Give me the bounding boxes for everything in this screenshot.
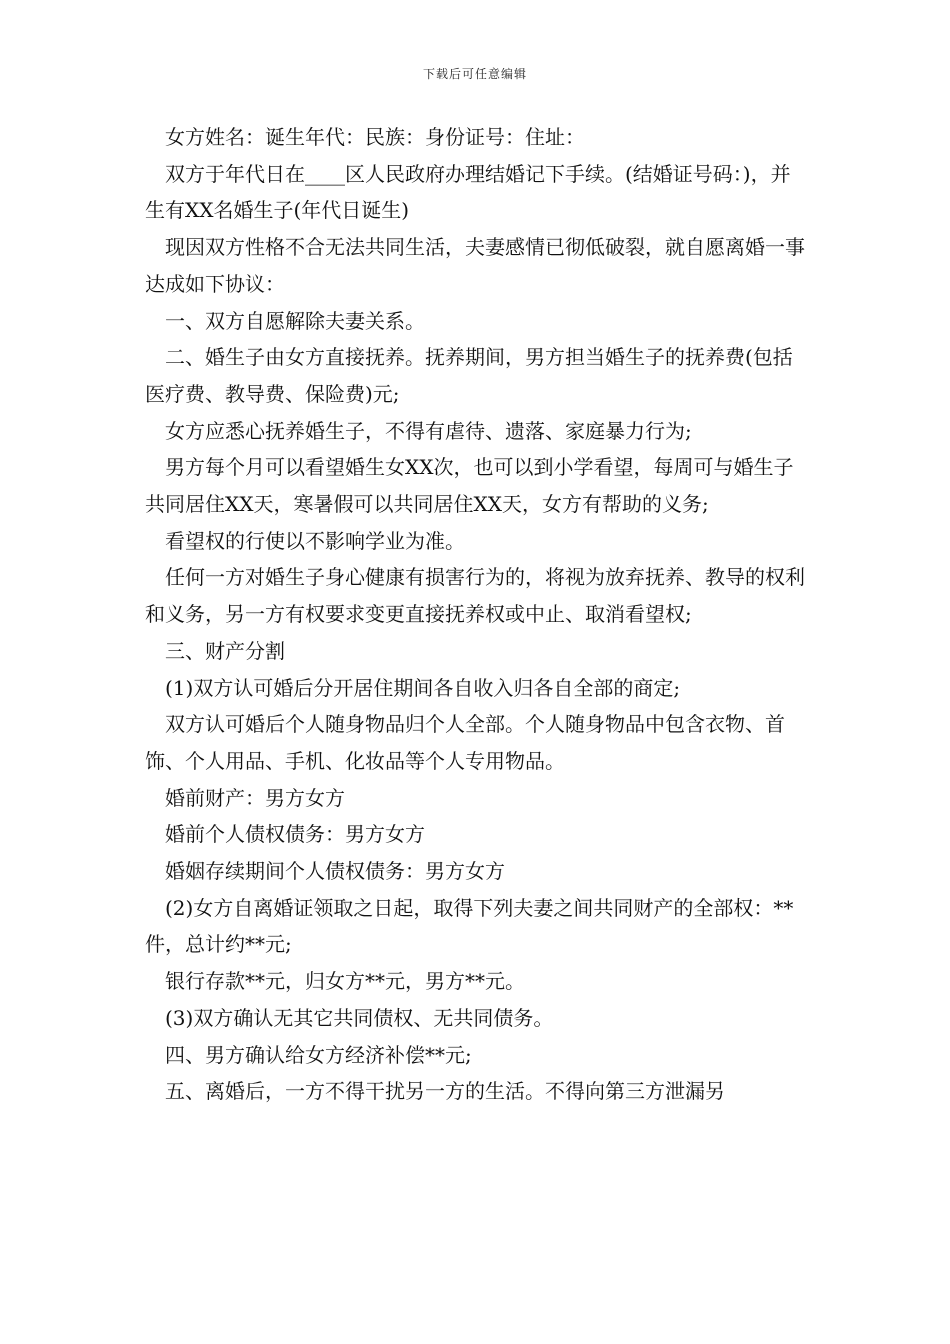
paragraph-visitation: 男方每个月可以看望婚生女XX次，也可以到小学看望，每周可与婚生子共同居住XX天，寒暑假可以共同居住XX天，女方有帮助的义务;	[145, 455, 794, 517]
paragraph-premarital-debts: 婚前个人债权债务：男方女方	[165, 822, 425, 847]
paragraph-personal-items: 双方认可婚后个人随身物品归个人全部。个人随身物品中包含衣物、首饰、个人用品、手机、化妆品等个人专用物品。	[145, 712, 785, 773]
paragraph-custody-change: 任何一方对婚生子身心健康有损害行为的，将视为放弃抚养、教导的权利和义务，另一方有权要求变更直接抚养权或中止、取消看望权;	[145, 565, 805, 627]
document-body	[145, 119, 810, 1110]
paragraph-clause-3: 三、财产分割	[165, 638, 285, 663]
paragraph-care-duty: 女方应悉心抚养婚生子，不得有虐待、遗落、家庭暴力行为;	[165, 418, 692, 443]
page-header: 下载后可任意编辑	[422, 67, 527, 81]
paragraph-marital-debts: 婚姻存续期间个人债权债务：男方女方	[165, 859, 505, 884]
paragraph-clause-2: 二、婚生子由女方直接抚养。抚养期间，男方担当婚生子的抚养费(包括医疗费、教导费、保险费)元;	[145, 345, 793, 406]
paragraph-visitation-limit: 看望权的行使以不影响学业为准。	[165, 528, 465, 553]
paragraph-premarital-property: 婚前财产：男方女方	[165, 785, 345, 810]
paragraph-clause-5: 五、离婚后，一方不得干扰另一方的生活。不得向第三方泄漏另	[165, 1079, 725, 1104]
paragraph-clause-4: 四、男方确认给女方经济补偿**元;	[165, 1042, 472, 1067]
paragraph-bank-deposit: 银行存款**元，归女方**元，男方**元。	[165, 969, 525, 994]
paragraph-no-joint-debt: (3)双方确认无其它共同债权、无共同债务。	[165, 1005, 554, 1030]
paragraph-reason: 现因双方性格不合无法共同生活，夫妻感情已彻低破裂，就自愿离婚一事达成如下协议：	[145, 235, 805, 296]
paragraph-joint-property: (2)女方自离婚证领取之日起，取得下列夫妻之间共同财产的全部权：**件，总计约**元;	[145, 895, 794, 957]
paragraph-income: (1)双方认可婚后分开居住期间各自收入归各自全部的商定;	[165, 675, 681, 700]
paragraph-marriage-registration: 双方于年代日在____区人民政府办理结婚记下手续。(结婚证号码：)，并生有XX名婚生子(年代日诞生)	[145, 161, 791, 223]
paragraph-clause-1: 一、双方自愿解除夫妻关系。	[165, 308, 425, 333]
paragraph-personal-info: 女方姓名：诞生年代：民族：身份证号：住址：	[165, 125, 585, 149]
